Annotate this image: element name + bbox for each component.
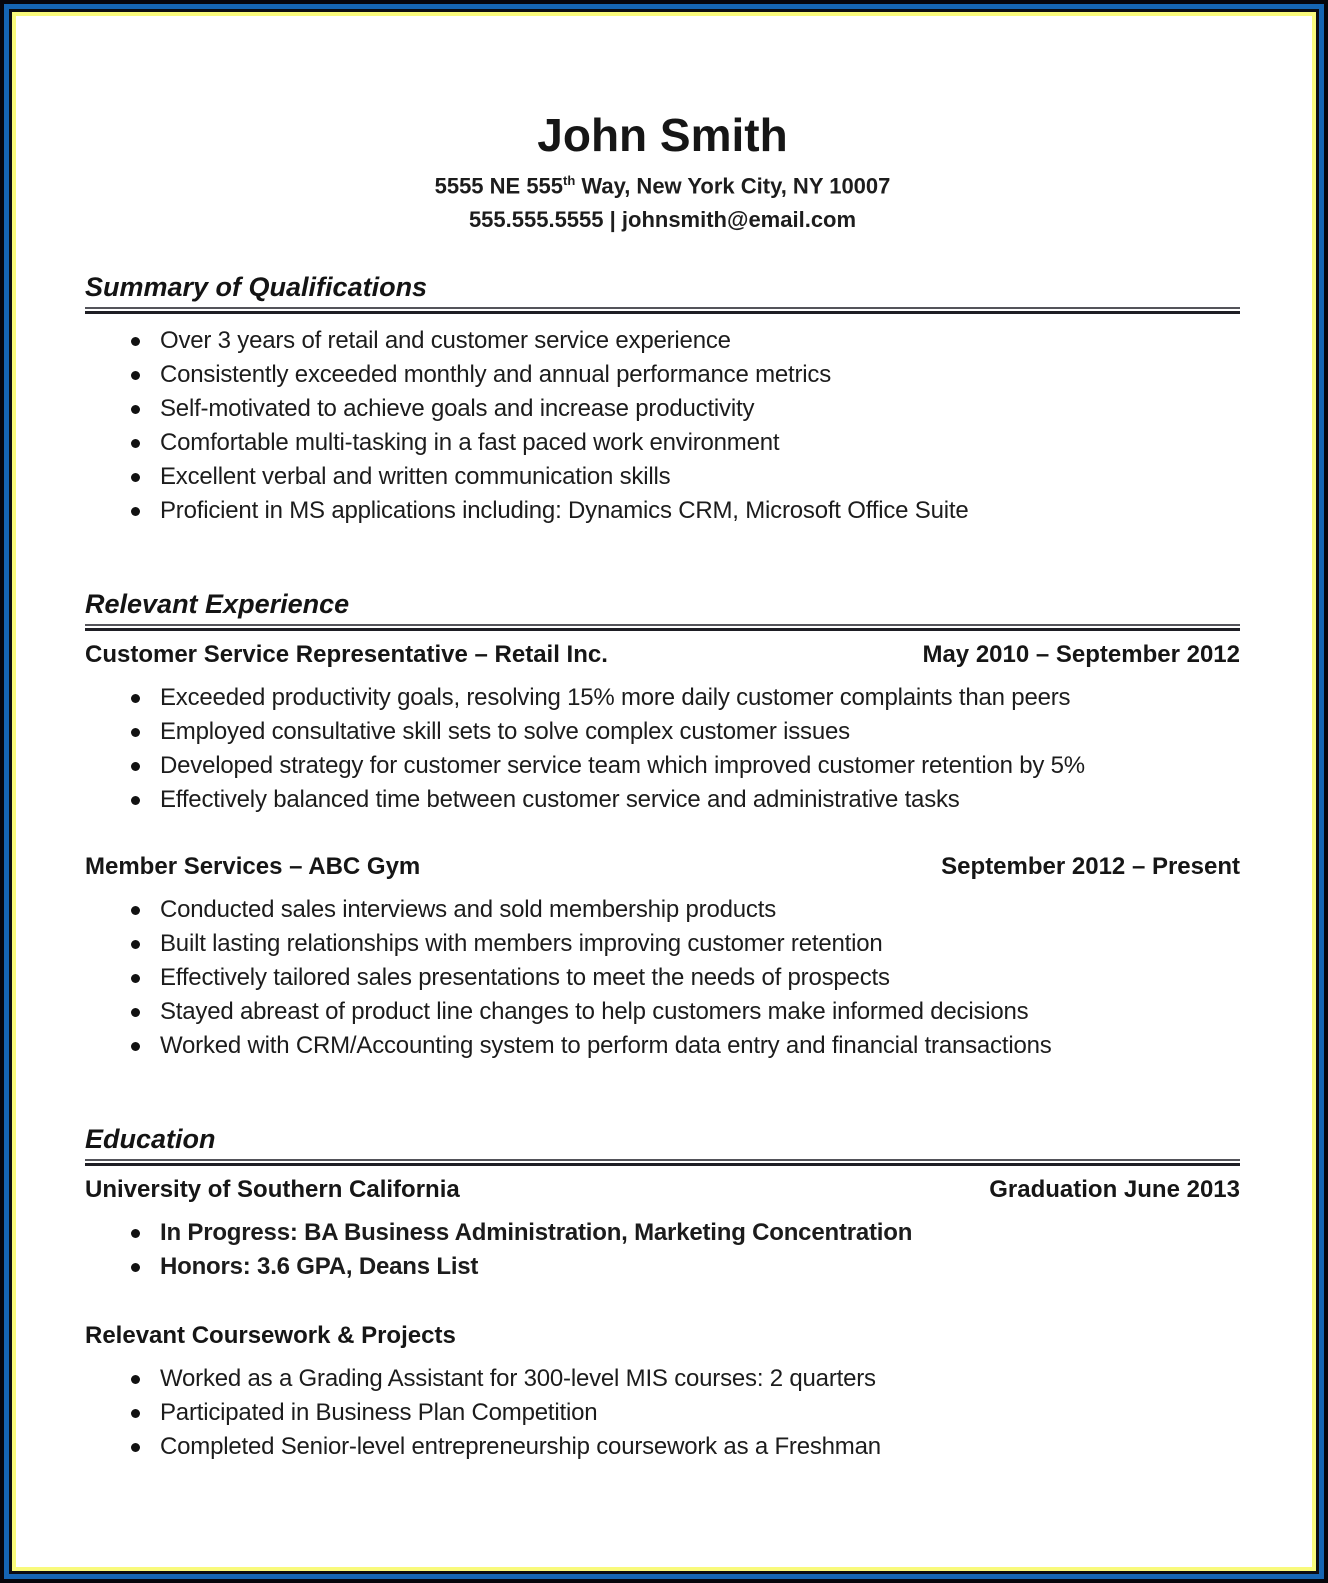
bullet-item: Over 3 years of retail and customer service experience	[85, 326, 1240, 356]
job-header	[85, 851, 1240, 883]
job-header	[85, 639, 1240, 671]
job-bullet-list	[85, 683, 1240, 815]
summary-title: Summary of Qualifications	[85, 272, 428, 303]
bullet-item: Participated in Business Plan Competition	[85, 1398, 1240, 1428]
address-rest: Way, New York City, NY 10007	[575, 173, 891, 199]
school-name: University of Southern California	[85, 1176, 460, 1204]
section-education	[85, 1123, 1240, 1462]
section-divider	[85, 1159, 1240, 1166]
bullet-item: Conducted sales interviews and sold membership products	[85, 895, 1240, 925]
education-header	[85, 1174, 1240, 1206]
job-title: Member Services – ABC Gym	[85, 853, 421, 881]
resume-header	[85, 108, 1240, 235]
job-entry-gym	[85, 851, 1240, 1061]
bullet-item: Stayed abreast of product line changes to help customers make informed decisions	[85, 997, 1240, 1027]
bullet-item: Consistently exceeded monthly and annual performance metrics	[85, 360, 1240, 390]
coursework-block	[85, 1320, 1240, 1462]
education-title: Education	[85, 1124, 216, 1155]
section-divider	[85, 307, 1240, 314]
education-bullet-list	[85, 1218, 1240, 1282]
section-experience	[85, 588, 1240, 1061]
candidate-name: John Smith	[537, 109, 788, 161]
bullet-item: Worked as a Grading Assistant for 300-level MIS courses: 2 quarters	[85, 1364, 1240, 1394]
page-frame-yellow	[12, 12, 1316, 1571]
page-frame-blue	[4, 4, 1324, 1579]
section-divider	[85, 624, 1240, 631]
bullet-item: Built lasting relationships with members improving customer retention	[85, 929, 1240, 959]
job-title: Customer Service Representative – Retail Inc.	[85, 641, 608, 669]
coursework-title: Relevant Coursework & Projects	[85, 1322, 456, 1350]
bullet-item: Exceeded productivity goals, resolving 15% more daily customer complaints than peers	[85, 683, 1240, 713]
bullet-item: Completed Senior-level entrepreneurship coursework as a Freshman	[85, 1432, 1240, 1462]
bullet-item: Worked with CRM/Accounting system to perform data entry and financial transactions	[85, 1031, 1240, 1061]
job-dates: May 2010 – September 2012	[922, 641, 1240, 669]
bullet-item: Proficient in MS applications including: Dynamics CRM, Microsoft Office Suite	[85, 496, 1240, 526]
bullet-item: Self-motivated to achieve goals and increase productivity	[85, 394, 1240, 424]
bullet-item: Developed strategy for customer service team which improved customer retention by 5%	[85, 751, 1240, 781]
experience-title: Relevant Experience	[85, 589, 350, 620]
job-bullet-list	[85, 895, 1240, 1061]
address-ordinal: th	[563, 173, 576, 188]
bullet-item: Effectively tailored sales presentations to meet the needs of prospects	[85, 963, 1240, 993]
bullet-item: Employed consultative skill sets to solve complex customer issues	[85, 717, 1240, 747]
section-summary	[85, 271, 1240, 526]
address-main: 5555 NE 555	[434, 173, 564, 199]
job-entry-retail	[85, 639, 1240, 815]
contact-line: 555.555.5555 | johnsmith@email.com	[468, 207, 857, 233]
address-line	[85, 166, 1240, 201]
job-dates: September 2012 – Present	[941, 853, 1240, 881]
bullet-item: Effectively balanced time between customer service and administrative tasks	[85, 785, 1240, 815]
bullet-item: Honors: 3.6 GPA, Deans List	[85, 1252, 1240, 1282]
page-frame-black	[9, 9, 1319, 1574]
summary-list	[85, 326, 1240, 526]
bullet-item: Comfortable multi-tasking in a fast paced work environment	[85, 428, 1240, 458]
graduation-date: Graduation June 2013	[989, 1176, 1240, 1204]
bullet-item: Excellent verbal and written communication skills	[85, 462, 1240, 492]
coursework-bullet-list	[85, 1364, 1240, 1462]
resume-page	[16, 16, 1312, 1567]
bullet-item: In Progress: BA Business Administration, Marketing Concentration	[85, 1218, 1240, 1248]
